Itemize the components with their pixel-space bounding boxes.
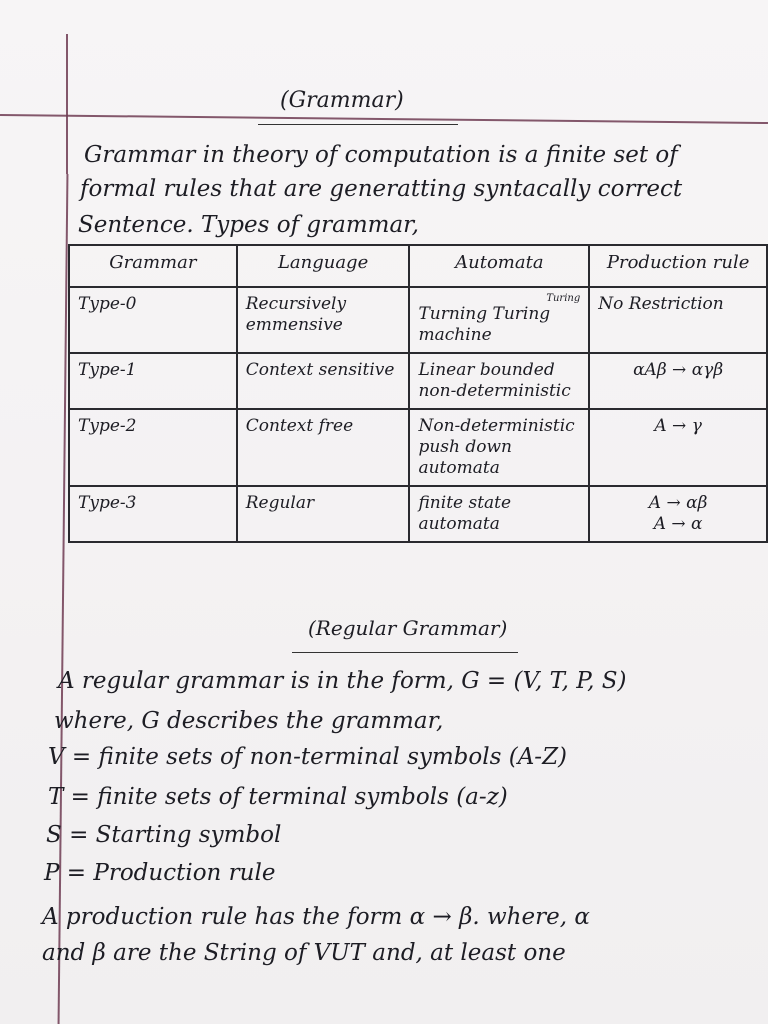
header-automata: Automata xyxy=(409,245,589,287)
header-production-rule: Production rule xyxy=(589,245,767,287)
production-line-1: A → αβ xyxy=(648,493,708,513)
body-line: A production rule has the form α → β. where, α xyxy=(42,904,590,930)
grammar-types-table xyxy=(68,244,768,543)
body-line: T = finite sets of terminal symbols (a-z) xyxy=(48,784,508,810)
left-margin-line xyxy=(66,34,68,174)
section-heading: (Regular Grammar) xyxy=(308,616,508,640)
body-line: V = finite sets of non-terminal symbols (A-Z) xyxy=(48,744,568,770)
cell-language: Context free xyxy=(237,409,410,486)
header-language: Language xyxy=(237,245,410,287)
table-header-row xyxy=(69,245,767,287)
body-line: S = Starting symbol xyxy=(46,822,282,848)
intro-line-2: formal rules that are generatting syntacally correct xyxy=(80,176,683,202)
cell-grammar: Type-1 xyxy=(69,353,237,409)
intro-line-1: Grammar in theory of computation is a finite set of xyxy=(84,142,678,168)
cell-automata: Linear bounded non-deterministic xyxy=(409,353,589,409)
heading-underline xyxy=(258,124,458,125)
section-heading-underline xyxy=(292,652,518,653)
table-row xyxy=(69,287,767,353)
table-row xyxy=(69,486,767,542)
cell-grammar: Type-0 xyxy=(69,287,237,353)
body-line: and β are the String of VUT and, at least one xyxy=(42,940,566,966)
cell-grammar: Type-2 xyxy=(69,409,237,486)
cell-grammar: Type-3 xyxy=(69,486,237,542)
intro-line-3: Sentence. Types of grammar, xyxy=(78,212,419,238)
header-grammar: Grammar xyxy=(69,245,237,287)
production-line-2: A → α xyxy=(653,514,703,534)
cell-production xyxy=(589,486,767,542)
body-line: A regular grammar is in the form, G = (V, T, P, S) xyxy=(58,668,627,694)
cell-automata: finite state automata xyxy=(409,486,589,542)
automata-text: Turning Turing machine xyxy=(418,304,551,345)
cell-language: Recursively emmensive xyxy=(237,287,410,353)
body-line: P = Production rule xyxy=(44,860,276,886)
body-line: where, G describes the grammar, xyxy=(54,708,444,734)
cell-language: Context sensitive xyxy=(237,353,410,409)
cell-production: No Restriction xyxy=(589,287,767,353)
table-row xyxy=(69,353,767,409)
cell-production: αAβ → αγβ xyxy=(589,353,767,409)
page-heading: (Grammar) xyxy=(280,88,404,113)
automata-note: Turing xyxy=(546,293,581,304)
cell-automata: Non-deterministic push down automata xyxy=(409,409,589,486)
cell-automata xyxy=(409,287,589,353)
table-row xyxy=(69,409,767,486)
cell-production: A → γ xyxy=(589,409,767,486)
cell-language: Regular xyxy=(237,486,410,542)
